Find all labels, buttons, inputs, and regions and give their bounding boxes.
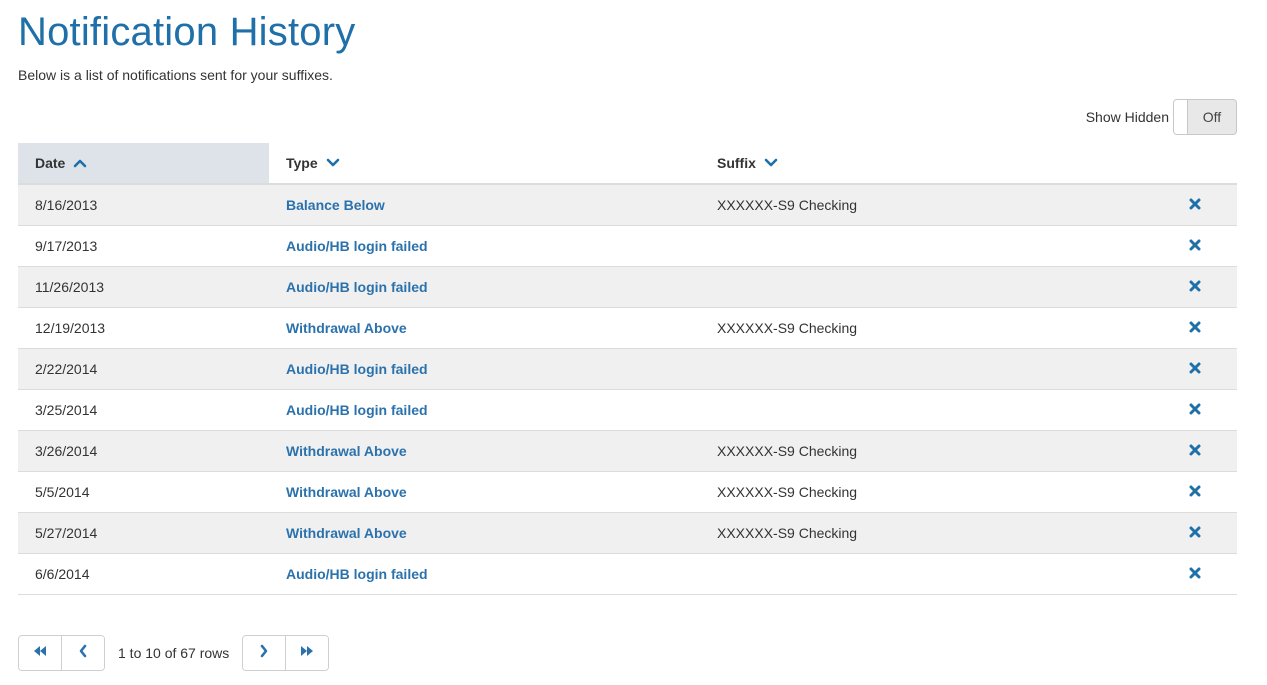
table-row xyxy=(18,184,1237,226)
pagination-info: 1 to 10 of 67 rows xyxy=(118,645,230,661)
notification-type-link[interactable]: Audio/HB login failed xyxy=(286,279,428,295)
table-row xyxy=(18,431,1237,472)
cell-suffix xyxy=(700,349,1100,390)
notification-type-link[interactable]: Withdrawal Above xyxy=(286,525,407,541)
close-x-icon[interactable] xyxy=(1189,443,1201,459)
notification-type-link[interactable]: Audio/HB login failed xyxy=(286,361,428,377)
cell-suffix xyxy=(700,390,1100,431)
cell-date: 3/25/2014 xyxy=(18,390,269,431)
cell-type xyxy=(269,390,700,431)
notification-table xyxy=(18,143,1237,595)
cell-type xyxy=(269,554,700,595)
cell-suffix: XXXXXX-S9 Checking xyxy=(700,308,1100,349)
table-row xyxy=(18,226,1237,267)
close-x-icon[interactable] xyxy=(1189,484,1201,500)
cell-suffix: XXXXXX-S9 Checking xyxy=(700,184,1100,226)
pagination xyxy=(18,635,329,671)
cell-date: 5/27/2014 xyxy=(18,513,269,554)
first-page-button[interactable] xyxy=(19,636,61,670)
cell-action xyxy=(1100,308,1237,349)
table-row xyxy=(18,308,1237,349)
cell-action xyxy=(1100,349,1237,390)
chevron-down-icon xyxy=(764,155,778,171)
toggle-state-text: Off xyxy=(1202,109,1222,125)
close-x-icon[interactable] xyxy=(1189,402,1201,418)
double-chevron-left-icon xyxy=(32,644,48,662)
notification-type-link[interactable]: Withdrawal Above xyxy=(286,484,407,500)
close-x-icon[interactable] xyxy=(1189,361,1201,377)
table-row xyxy=(18,390,1237,431)
cell-action xyxy=(1100,267,1237,308)
cell-suffix xyxy=(700,226,1100,267)
double-chevron-right-icon xyxy=(299,644,315,662)
cell-suffix xyxy=(700,554,1100,595)
cell-date: 2/22/2014 xyxy=(18,349,269,390)
show-hidden-label: Show Hidden xyxy=(1085,109,1169,125)
column-header-label: Suffix xyxy=(717,154,756,171)
cell-action xyxy=(1100,472,1237,513)
close-x-icon[interactable] xyxy=(1189,566,1201,582)
cell-date: 9/17/2013 xyxy=(18,226,269,267)
cell-type xyxy=(269,431,700,472)
column-header-actions xyxy=(1100,143,1237,184)
cell-date: 6/6/2014 xyxy=(18,554,269,595)
cell-type xyxy=(269,184,700,226)
column-header-label: Type xyxy=(286,154,318,171)
notification-type-link[interactable]: Audio/HB login failed xyxy=(286,566,428,582)
cell-date: 12/19/2013 xyxy=(18,308,269,349)
column-header-label: Date xyxy=(35,154,66,171)
close-x-icon[interactable] xyxy=(1189,279,1201,295)
cell-date: 5/5/2014 xyxy=(18,472,269,513)
notification-type-link[interactable]: Audio/HB login failed xyxy=(286,238,428,254)
toggle-knob xyxy=(1174,100,1188,134)
cell-action xyxy=(1100,431,1237,472)
table-row xyxy=(18,554,1237,595)
close-x-icon[interactable] xyxy=(1189,197,1201,213)
cell-type xyxy=(269,513,700,554)
cell-action xyxy=(1100,513,1237,554)
chevron-right-icon xyxy=(259,644,269,663)
notification-type-link[interactable]: Withdrawal Above xyxy=(286,443,407,459)
cell-type xyxy=(269,226,700,267)
last-page-button[interactable] xyxy=(285,636,328,670)
cell-type xyxy=(269,349,700,390)
table-row xyxy=(18,349,1237,390)
column-header-type[interactable] xyxy=(269,143,700,184)
column-header-date[interactable] xyxy=(18,143,269,184)
cell-suffix: XXXXXX-S9 Checking xyxy=(700,513,1100,554)
cell-date: 11/26/2013 xyxy=(18,267,269,308)
next-page-button[interactable] xyxy=(243,636,285,670)
cell-date: 8/16/2013 xyxy=(18,184,269,226)
chevron-down-icon xyxy=(326,155,340,171)
close-x-icon[interactable] xyxy=(1189,525,1201,541)
pagination-back-group xyxy=(18,635,105,671)
chevron-left-icon xyxy=(78,644,88,663)
table-row xyxy=(18,513,1237,554)
cell-action xyxy=(1100,554,1237,595)
column-header-suffix[interactable] xyxy=(700,143,1100,184)
show-hidden-toggle[interactable] xyxy=(1173,99,1237,135)
cell-type xyxy=(269,308,700,349)
previous-page-button[interactable] xyxy=(61,636,104,670)
chevron-up-icon xyxy=(73,155,87,171)
close-x-icon[interactable] xyxy=(1189,238,1201,254)
table-row xyxy=(18,472,1237,513)
page-subtitle: Below is a list of notifications sent for your suffixes. xyxy=(18,67,333,83)
page-title: Notification History xyxy=(18,10,356,54)
table-body xyxy=(18,184,1237,595)
close-x-icon[interactable] xyxy=(1189,320,1201,336)
cell-action xyxy=(1100,184,1237,226)
cell-type xyxy=(269,472,700,513)
cell-action xyxy=(1100,226,1237,267)
notification-type-link[interactable]: Withdrawal Above xyxy=(286,320,407,336)
show-hidden-control xyxy=(1086,98,1237,136)
cell-action xyxy=(1100,390,1237,431)
notification-type-link[interactable]: Audio/HB login failed xyxy=(286,402,428,418)
cell-suffix xyxy=(700,267,1100,308)
table-header-row xyxy=(18,143,1237,184)
cell-suffix: XXXXXX-S9 Checking xyxy=(700,472,1100,513)
pagination-forward-group xyxy=(242,635,329,671)
cell-date: 3/26/2014 xyxy=(18,431,269,472)
cell-suffix: XXXXXX-S9 Checking xyxy=(700,431,1100,472)
table-row xyxy=(18,267,1237,308)
cell-type xyxy=(269,267,700,308)
notification-type-link[interactable]: Balance Below xyxy=(286,197,385,213)
